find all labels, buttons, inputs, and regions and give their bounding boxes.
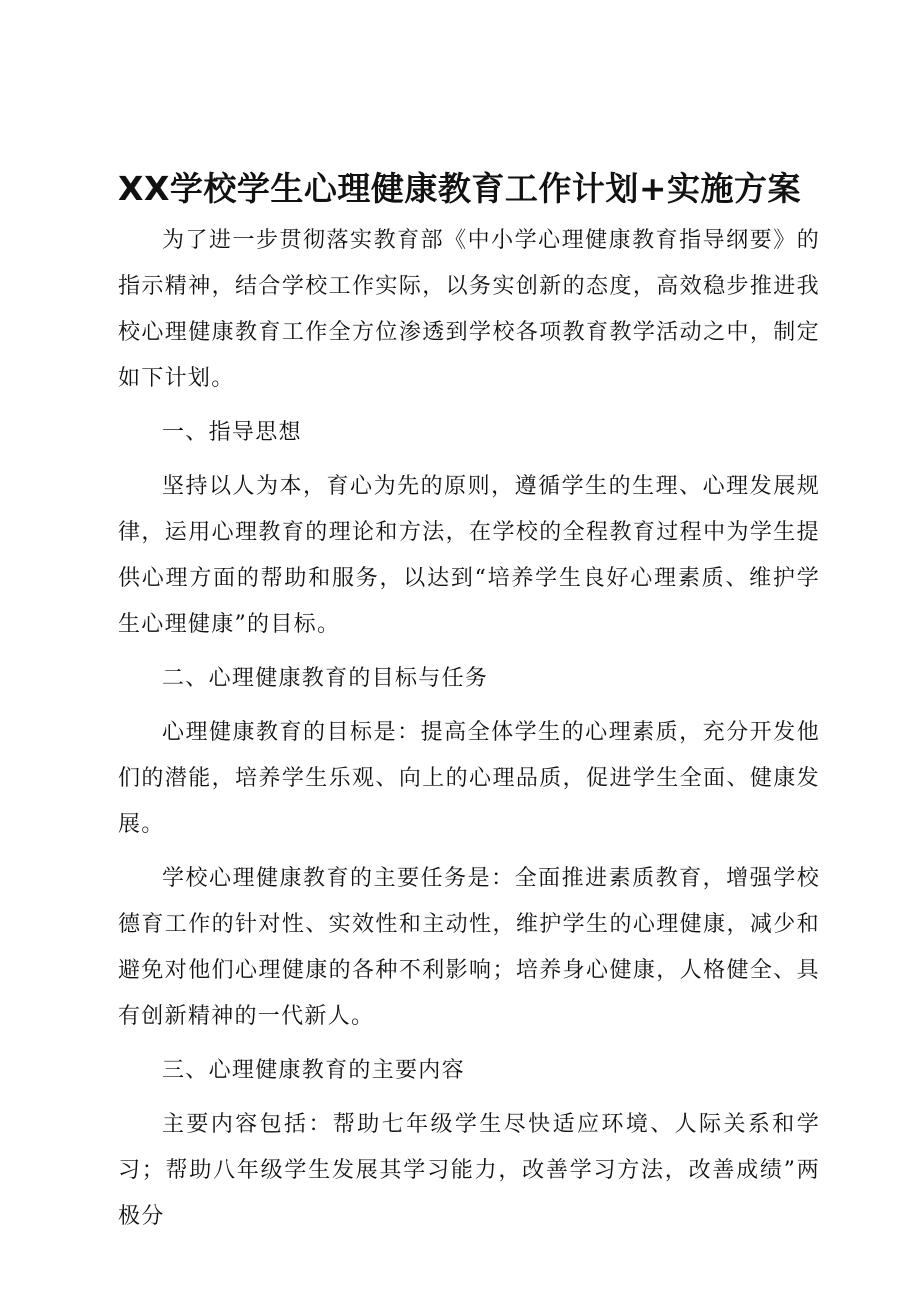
document-body [118, 218, 820, 1248]
goals-paragraph: 心理健康教育的目标是：提高全体学生的心理素质，充分开发他们的潜能，培养学生乐观、向上的心理品质，促进学生全面、健康发展。 [118, 720, 820, 837]
section-heading-goals-tasks: 二、心理健康教育的目标与任务 [162, 666, 489, 691]
tasks-paragraph: 学校心理健康教育的主要任务是：全面推进素质教育，增强学校德育工作的针对性、实效性和主动性，维护学生的心理健康，减少和避免对他们心理健康的各种不利影响；培养身心健康，人格健全、具有创新精神的一代新人。 [118, 866, 820, 1029]
intro-paragraph: 为了进一步贯彻落实教育部《中小学心理健康教育指导纲要》的指示精神，结合学校工作实际，以务实创新的态度，高效稳步推进我校心理健康教育工作全方位渗透到学校各项教育教学活动之中，制定如下计划。 [118, 228, 820, 391]
main-content-paragraph: 主要内容包括：帮助七年级学生尽快适应环境、人际关系和学习；帮助八年级学生发展其学习能力，改善学习方法，改善成绩”两极分 [118, 1112, 820, 1229]
section-heading-guiding-ideology: 一、指导思想 [162, 420, 302, 445]
guiding-ideology-paragraph: 坚持以人为本，育心为先的原则，遵循学生的生理、心理发展规律，运用心理教育的理论和方法，在学校的全程教育过程中为学生提供心理方面的帮助和服务，以达到“培养学生良好心理素质、维护学生心理健康”的目标。 [118, 474, 820, 637]
document-title: XX学校学生心理健康教育工作计划+实施方案 [118, 169, 802, 208]
section-heading-main-content: 三、心理健康教育的主要内容 [162, 1058, 465, 1083]
